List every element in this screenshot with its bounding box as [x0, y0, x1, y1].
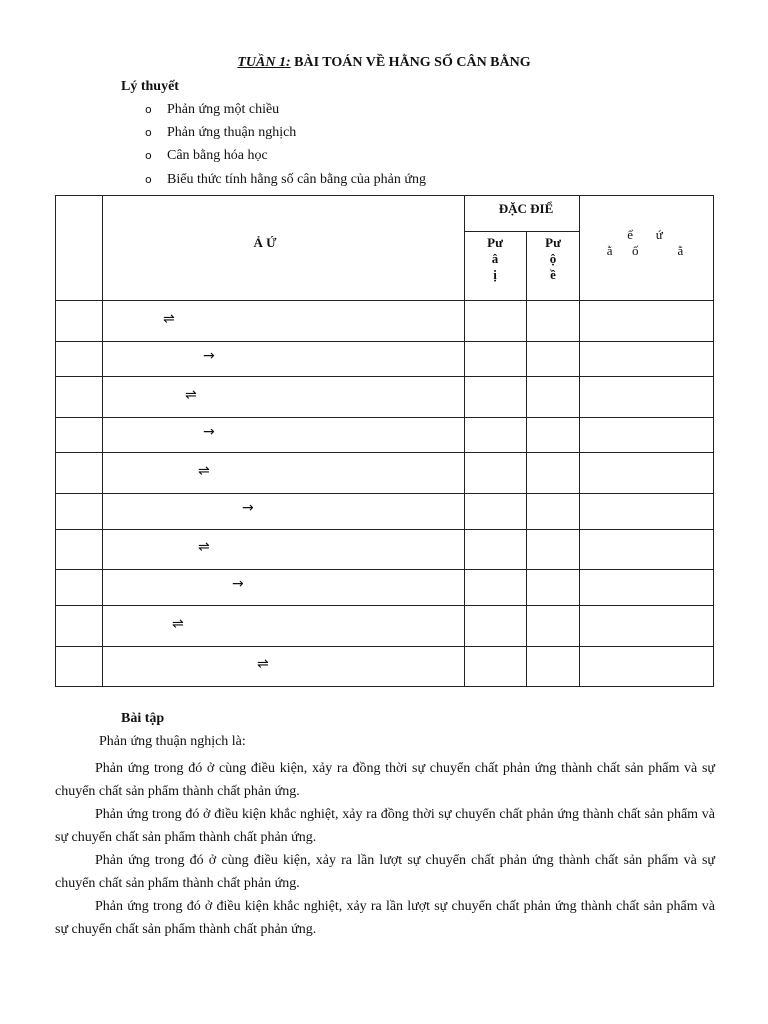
- equilibrium-arrow-icon: ⇌: [185, 387, 197, 403]
- equilibrium-arrow-icon: ⇌: [172, 616, 184, 632]
- reaction-column-header: Ả Ứ: [253, 235, 277, 250]
- equilibrium-arrow-icon: ⇌: [198, 463, 210, 479]
- theory-list-item: [145, 102, 279, 118]
- equilibrium-arrow-icon: ⇌: [198, 539, 210, 555]
- bullet-marker: o: [145, 103, 152, 116]
- exercise-question: Phản ứng thuận nghịch là:: [99, 734, 246, 749]
- theory-item-text: Phản ứng thuận nghịch: [167, 125, 297, 140]
- week-label: TUẦN 1:: [237, 55, 291, 70]
- page-title: [0, 55, 768, 71]
- reaction-table: [55, 195, 714, 687]
- theory-list-item: [145, 148, 268, 164]
- forward-arrow-icon: →: [242, 500, 254, 516]
- bullet-marker: o: [145, 173, 152, 186]
- bullet-marker: o: [145, 149, 152, 162]
- equilibrium-arrow-icon: ⇌: [257, 656, 269, 672]
- exercise-heading: Bài tập: [121, 711, 165, 726]
- title-text: BÀI TOÁN VỀ HẰNG SỐ CÂN BẰNG: [290, 55, 531, 70]
- theory-item-text: Phản ứng một chiều: [167, 102, 280, 117]
- forward-arrow-icon: →: [203, 348, 215, 364]
- subheader-reaction-type-2: Pư ộ ề: [545, 235, 561, 282]
- theory-list-item: [145, 125, 296, 141]
- forward-arrow-icon: →: [203, 424, 215, 440]
- theory-list-item: [145, 172, 426, 188]
- bullet-marker: o: [145, 126, 152, 139]
- features-group-header: ĐẶC ĐIỂ: [498, 201, 554, 216]
- forward-arrow-icon: →: [232, 576, 244, 592]
- table-grid-lines: [55, 195, 714, 687]
- answer-option: Phản ứng trong đó ở cùng điều kiện, xảy ra đồng thời sự chuyển chất phản ứng thành chất sản phẩm và sự chuyển chất sản phẩm thành chất phản ứng.: [55, 761, 715, 799]
- answer-option: Phản ứng trong đó ở cùng điều kiện, xảy ra lần lượt sự chuyển chất phản ứng thành chất sản phẩm và sự chuyển chất sản phẩm thành chất phản ứng.: [55, 853, 715, 891]
- theory-heading: Lý thuyết: [121, 79, 179, 94]
- subheader-reaction-type-1: Pư â ị: [487, 235, 503, 282]
- answer-option: Phản ứng trong đó ở điều kiện khắc nghiệt, xảy ra đồng thời sự chuyển chất phản ứng thành chất sản phẩm và sự chuyển chất sản phẩm thành chất phản ứng.: [55, 807, 715, 845]
- equilibrium-arrow-icon: ⇌: [163, 311, 175, 327]
- theory-item-text: Biểu thức tính hằng số cân bằng của phản ứng: [167, 172, 426, 187]
- constant-expression-header: ể ứ ằ ố ằ: [606, 227, 684, 258]
- theory-item-text: Cân bằng hóa học: [167, 148, 268, 163]
- answer-option: Phản ứng trong đó ở điều kiện khắc nghiệt, xảy ra lần lượt sự chuyển chất phản ứng thành chất sản phẩm và sự chuyển chất sản phẩm thành chất phản ứng.: [55, 899, 715, 937]
